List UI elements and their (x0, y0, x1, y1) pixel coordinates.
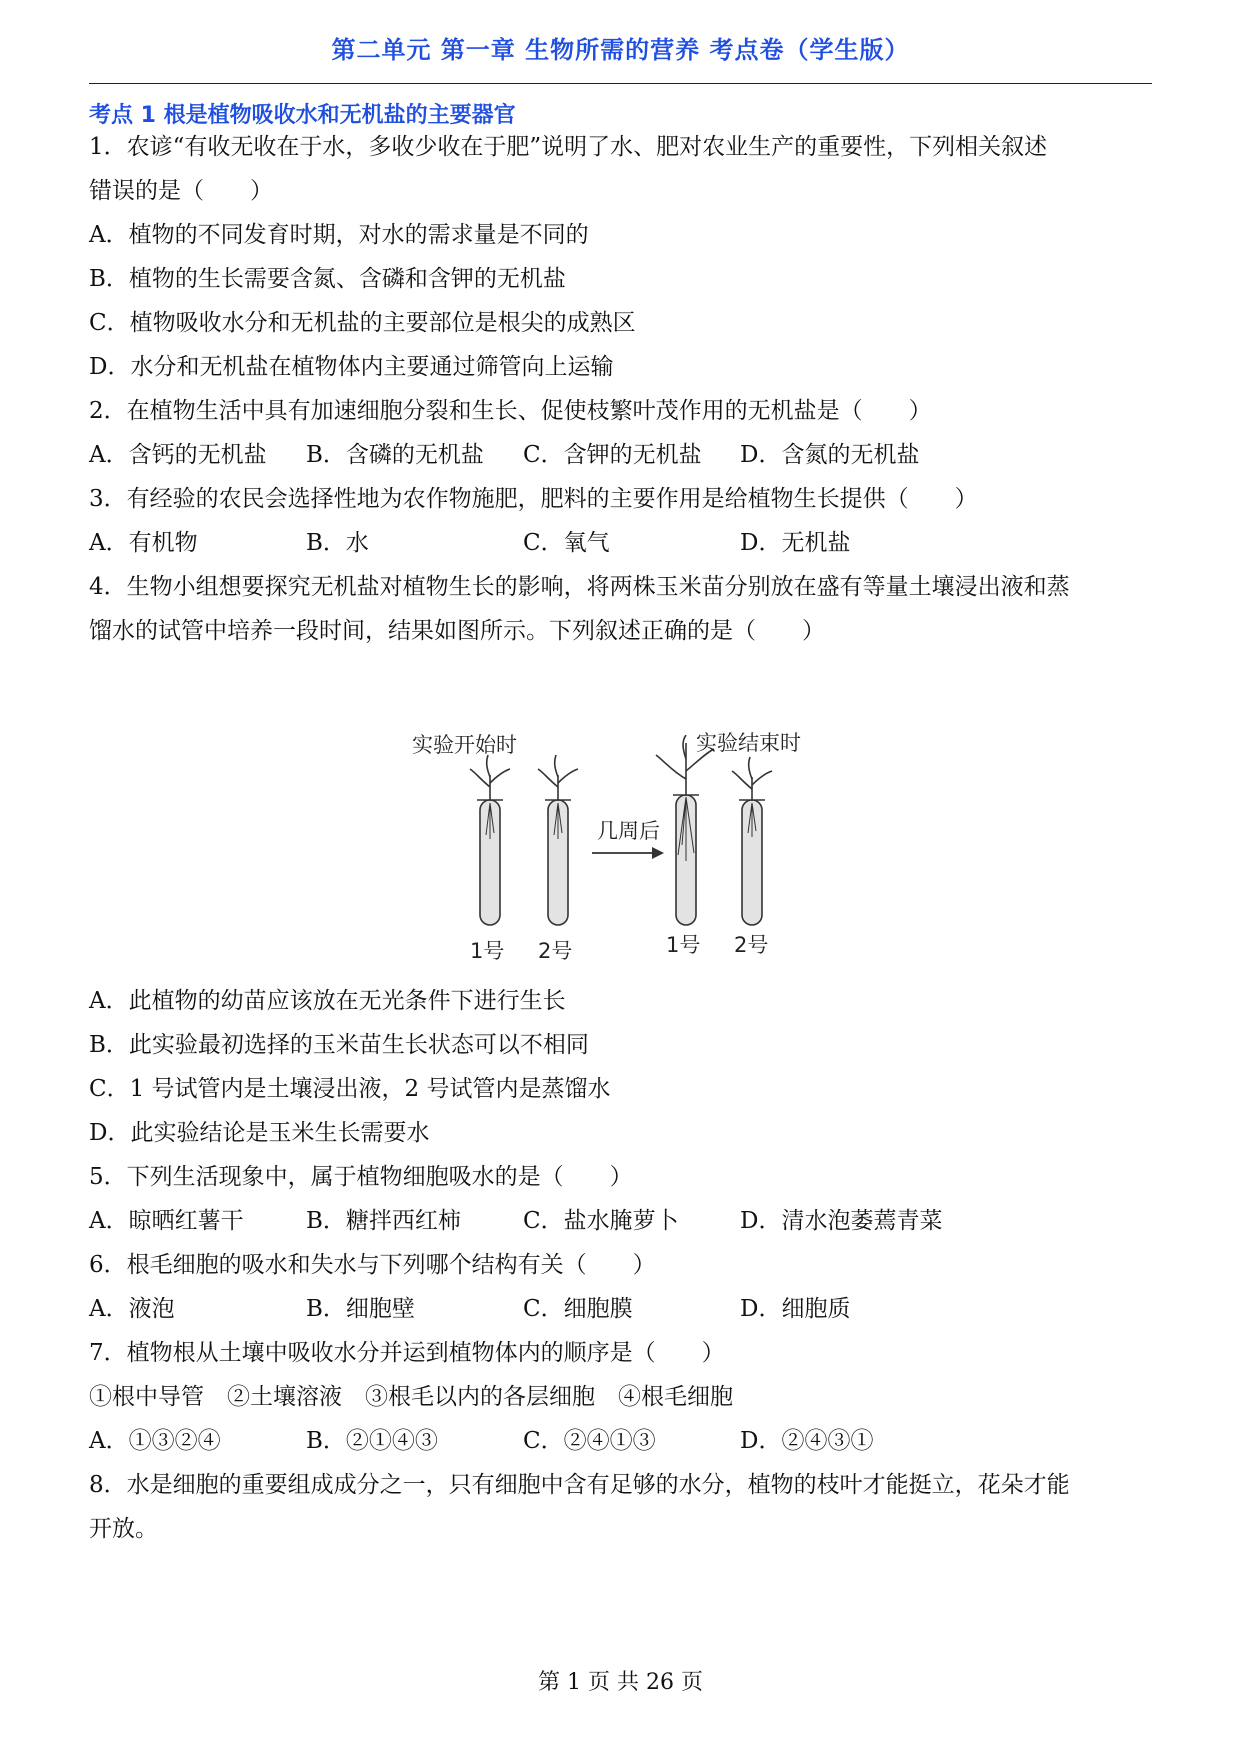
figure-label-tube1-end: 1号 (666, 933, 701, 957)
question-4-option-d: D．此实验结论是玉米生长需要水 (89, 1120, 430, 1146)
question-3-option-b: B．水 (306, 530, 369, 556)
question-7-option-a: A．①③②④ (89, 1428, 221, 1454)
question-6-option-d: D．细胞质 (740, 1296, 851, 1322)
question-5-option-b: B．糖拌西红柿 (306, 1208, 461, 1234)
question-7-stem: 7．植物根从土壤中吸收水分并运到植物体内的顺序是（ ） (89, 1340, 725, 1366)
question-2-option-d: D．含氮的无机盐 (740, 442, 920, 468)
question-2-option-a: A．含钙的无机盐 (89, 442, 267, 468)
question-2-option-c: C．含钾的无机盐 (523, 442, 702, 468)
question-1-stem-line1: 1．农谚“有收无收在于水，多收少收在于肥”说明了水、肥对农业生产的重要性，下列相关叙述 (89, 134, 1048, 160)
question-3-stem: 3．有经验的农民会选择性地为农作物施肥，肥料的主要作用是给植物生长提供（ ） (89, 486, 978, 512)
question-1-option-b: B．植物的生长需要含氮、含磷和含钾的无机盐 (89, 266, 566, 292)
page-number: 第 1 页 共 26 页 (538, 1670, 703, 1695)
question-6-option-c: C．细胞膜 (523, 1296, 633, 1322)
question-1-stem-line2: 错误的是（ ） (89, 178, 273, 204)
figure-label-end: 实验结束时 (696, 731, 801, 755)
question-6-stem: 6．根毛细胞的吸水和失水与下列哪个结构有关（ ） (89, 1252, 656, 1278)
question-8-stem-line2: 开放。 (89, 1516, 158, 1542)
question-2-option-b: B．含磷的无机盐 (306, 442, 484, 468)
question-4-option-b: B．此实验最初选择的玉米苗生长状态可以不相同 (89, 1032, 589, 1058)
test-tube-2-start (538, 755, 578, 925)
test-tube-1-end (656, 735, 714, 925)
question-5-option-d: D．清水泡萎蔫青菜 (740, 1208, 943, 1234)
question-4-option-a: A．此植物的幼苗应该放在无光条件下进行生长 (89, 988, 566, 1014)
section-title: 考点 1 根是植物吸收水和无机盐的主要器官 (89, 103, 516, 128)
figure-label-arrow: 几周后 (597, 819, 660, 843)
question-4-stem-line1: 4．生物小组想要探究无机盐对植物生长的影响，将两株玉米苗分别放在盛有等量土壤浸出液和蒸 (89, 574, 1070, 600)
question-7-option-b: B．②①④③ (306, 1428, 438, 1454)
question-1-option-d: D．水分和无机盐在植物体内主要通过筛管向上运输 (89, 354, 614, 380)
header-divider (89, 83, 1152, 84)
question-3-option-a: A．有机物 (89, 530, 198, 556)
question-5-option-c: C．盐水腌萝卜 (523, 1208, 679, 1234)
question-5-stem: 5．下列生活现象中，属于植物细胞吸水的是（ ） (89, 1164, 633, 1190)
question-4-stem-line2: 馏水的试管中培养一段时间，结果如图所示。下列叙述正确的是（ ） (89, 618, 825, 644)
figure-label-tube2-start: 2号 (538, 939, 573, 963)
question-7-option-d: D．②④③① (740, 1428, 874, 1454)
question-1-option-c: C．植物吸收水分和无机盐的主要部位是根尖的成熟区 (89, 310, 636, 336)
question-1-option-a: A．植物的不同发育时期，对水的需求量是不同的 (89, 222, 589, 248)
question-7-option-c: C．②④①③ (523, 1428, 656, 1454)
test-tube-2-end (732, 757, 772, 925)
question-4-option-c: C．1 号试管内是土壤浸出液，2 号试管内是蒸馏水 (89, 1076, 611, 1102)
question-3-option-c: C．氧气 (523, 530, 610, 556)
question-6-option-a: A．液泡 (89, 1296, 175, 1322)
figure-label-tube1-start: 1号 (470, 939, 505, 963)
figure-label-tube2-end: 2号 (734, 933, 769, 957)
page-header-title: 第二单元 第一章 生物所需的营养 考点卷（学生版） (331, 36, 910, 64)
arrow-right-icon (592, 847, 664, 859)
question-5-option-a: A．晾晒红薯干 (89, 1208, 244, 1234)
test-tube-1-start (470, 755, 510, 925)
question-8-stem-line1: 8．水是细胞的重要组成成分之一，只有细胞中含有足够的水分，植物的枝叶才能挺立，花朵才能 (89, 1472, 1070, 1498)
figure-label-start: 实验开始时 (412, 733, 517, 757)
question-3-option-d: D．无机盐 (740, 530, 851, 556)
experiment-figure (412, 731, 820, 965)
question-7-items: ①根中导管 ②土壤溶液 ③根毛以内的各层细胞 ④根毛细胞 (89, 1384, 733, 1410)
question-6-option-b: B．细胞壁 (306, 1296, 415, 1322)
question-2-stem: 2．在植物生活中具有加速细胞分裂和生长、促使枝繁叶茂作用的无机盐是（ ） (89, 398, 932, 424)
